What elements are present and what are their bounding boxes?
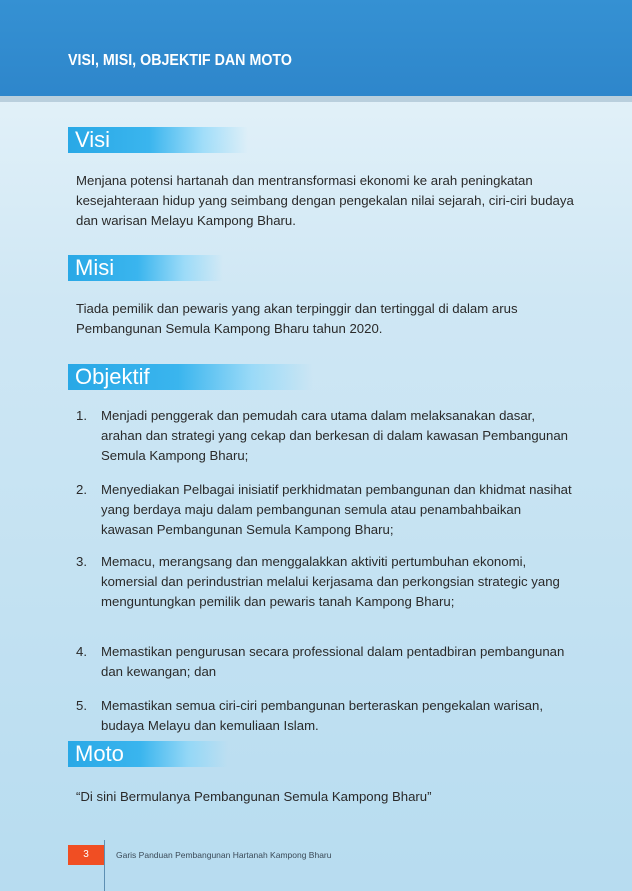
list-item-number: 2.	[76, 482, 87, 497]
section-heading-visi-label: Visi	[75, 127, 111, 152]
section-heading-misi	[68, 255, 223, 281]
page-number: 3	[68, 845, 104, 865]
list-item-number: 3.	[76, 554, 87, 569]
page-header	[0, 0, 632, 102]
list-item-number: 5.	[76, 698, 87, 713]
section-heading-objektif-label: Objektif	[75, 364, 150, 389]
list-item-text: Memastikan semua ciri-ciri pembangunan berteraskan pengekalan warisan, budaya Melayu dan kemuliaan Islam.	[101, 698, 544, 733]
list-item-number: 4.	[76, 644, 87, 659]
list-item-number: 1.	[76, 408, 87, 423]
misi-paragraph: Tiada pemilik dan pewaris yang akan terpinggir dan tertinggal di dalam arus Pembangunan Semula Kampong Bharu tahun 2020.	[76, 301, 518, 336]
footer-divider	[104, 840, 105, 891]
section-heading-moto-label: Moto	[75, 741, 124, 766]
moto-paragraph: “Di sini Bermulanya Pembangunan Semula Kampong Bharu”	[76, 789, 432, 804]
list-item-text: Memacu, merangsang dan menggalakkan aktiviti pertumbuhan ekonomi, komersial dan perindustrian melalui kerjasama dan perkongsian strategic yang menguntungkan pemilik dan pewaris tanah Kampong Bharu;	[101, 554, 560, 609]
footer-title: Garis Panduan Pembangunan Hartanah Kampong Bharu	[116, 850, 332, 860]
section-heading-misi-label: Misi	[75, 255, 115, 280]
list-item-text: Memastikan pengurusan secara professional dalam pentadbiran pembangunan dan kewangan; dan	[101, 644, 565, 679]
section-heading-moto	[68, 741, 228, 767]
visi-paragraph: Menjana potensi hartanah dan mentransformasi ekonomi ke arah peningkatan kesejahteraan hidup yang seimbang dengan pengekalan nilai sejarah, ciri-ciri budaya dan warisan Melayu Kampong Bharu.	[76, 173, 574, 228]
page-title: VISI, MISI, OBJEKTIF DAN MOTO	[68, 52, 292, 69]
section-heading-objektif	[68, 364, 313, 390]
list-item-text: Menjadi penggerak dan pemudah cara utama dalam melaksanakan dasar, arahan dan strategi yang cekap dan berkesan di dalam kawasan Pembangunan Semula Kampong Bharu;	[101, 408, 569, 463]
list-item-text: Menyediakan Pelbagai inisiatif perkhidmatan pembangunan dan khidmat nasihat yang berdaya maju dalam pembangunan semula atau penambahbaikan kawasan Pembangunan Semula Kampong Bharu;	[101, 482, 572, 537]
section-heading-visi	[68, 127, 248, 153]
